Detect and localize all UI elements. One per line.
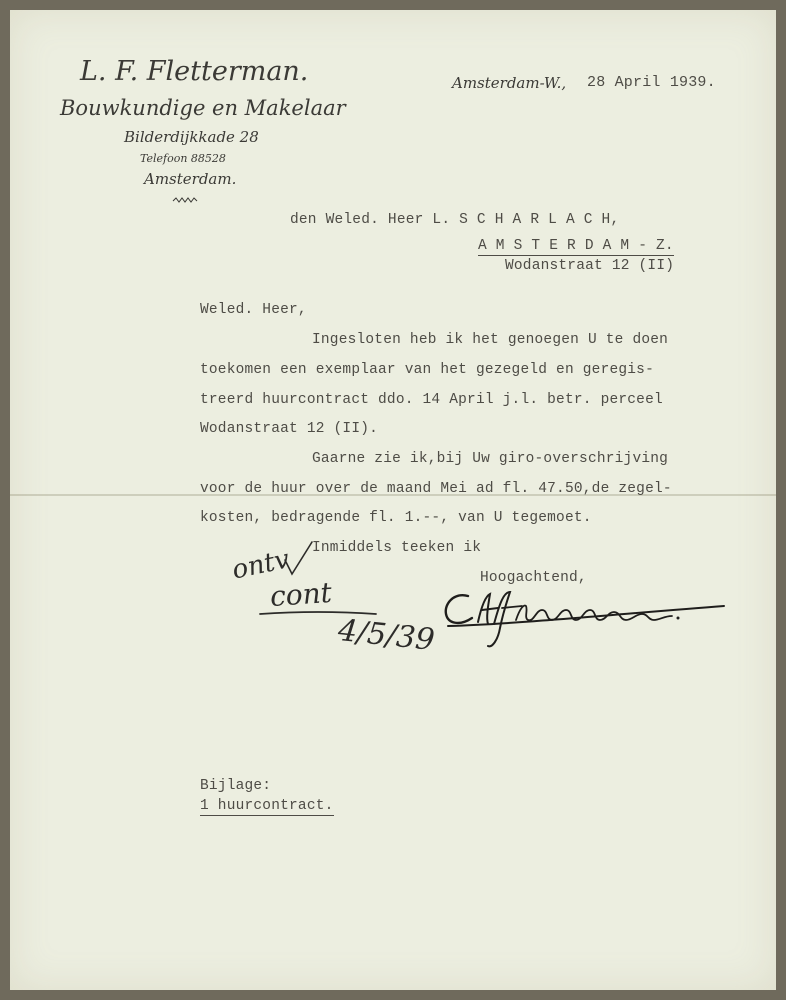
- recipient-line-1: den Weled. Heer L. S C H A R L A C H,: [290, 212, 620, 228]
- recipient-line-2: A M S T E R D A M - Z.: [478, 238, 674, 254]
- paper-sheet: [10, 10, 776, 990]
- dateline-date: 28 April 1939.: [587, 74, 716, 91]
- enclosure-item: 1 huurcontract.: [200, 798, 334, 814]
- body-line-1: Ingesloten heb ik het genoegen U te doen: [312, 332, 669, 348]
- body-line-2: toekomen een exemplaar van het gezegeld en geregis-: [200, 362, 654, 378]
- body-line-7: kosten, bedragende fl. 1.--, van U tegemoet.: [200, 510, 592, 526]
- body-line-4: Wodanstraat 12 (II).: [200, 421, 379, 437]
- handwritten-note-line-2: cont: [268, 575, 333, 614]
- handwritten-date: 4/5/39: [336, 613, 437, 658]
- letterhead-name: L. F. Fletterman.: [80, 56, 309, 87]
- handwritten-note-line-1: ontv: [229, 544, 293, 586]
- body-line-8: Inmiddels teeken ik: [312, 540, 482, 556]
- body-line-3: treerd huurcontract ddo. 14 April j.l. betr. perceel: [200, 392, 663, 408]
- dateline-place: Amsterdam-W.,: [452, 74, 567, 92]
- letterhead-city: Amsterdam.: [144, 170, 237, 188]
- closing: Hoogachtend,: [480, 570, 587, 586]
- handwritten-checkmark: [282, 540, 316, 580]
- signature-image: [438, 584, 728, 654]
- body-line-6: voor de huur over de maand Mei ad fl. 47.50,de zegel-: [200, 481, 672, 497]
- letterhead-telephone: Telefoon 88528: [140, 152, 226, 165]
- salutation: Weled. Heer,: [200, 302, 307, 318]
- letterhead-profession: Bouwkundige en Makelaar: [60, 96, 346, 120]
- letterhead-address: Bilderdijkkade 28: [124, 128, 259, 146]
- recipient-line-3: Wodanstraat 12 (II): [505, 258, 675, 274]
- enclosure-label: Bijlage:: [200, 778, 272, 794]
- body-line-5: Gaarne zie ik,bij Uw giro-overschrijving: [312, 451, 669, 467]
- letterhead-ornament: [172, 196, 198, 204]
